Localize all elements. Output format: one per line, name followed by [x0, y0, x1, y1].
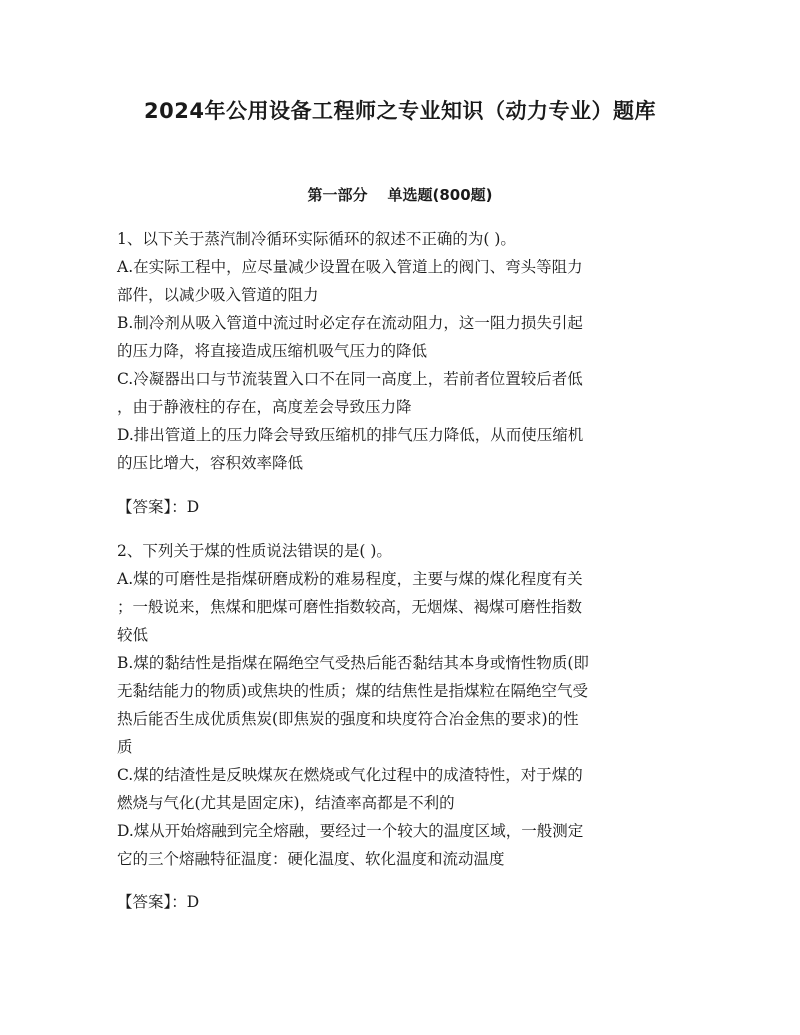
question-stem: 2、下列关于煤的性质说法错误的是( )。 [117, 542, 392, 560]
option-line: 部件，以减少吸入管道的阻力 [117, 286, 319, 304]
question-stem: 1、以下关于蒸汽制冷循环实际循环的叙述不正确的为( )。 [117, 230, 516, 248]
option-line: 的压比增大，容积效率降低 [117, 454, 304, 472]
option-line: B.煤的黏结性是指煤在隔绝空气受热后能否黏结其本身或惰性物质(即 [117, 654, 589, 672]
option-line: 质 [117, 738, 133, 756]
option-line: C.煤的结渣性是反映煤灰在燃烧或气化过程中的成渣特性，对于煤的 [117, 766, 583, 784]
question-2 [117, 537, 677, 873]
option-line: 较低 [117, 626, 149, 644]
option-line: ，由于静液柱的存在，高度差会导致压力降 [117, 398, 412, 416]
option-line: 无黏结能力的物质)或焦块的性质；煤的结焦性是指煤粒在隔绝空气受 [117, 682, 589, 700]
option-line: A.在实际工程中，应尽量减少设置在吸入管道上的阀门、弯头等阻力 [117, 258, 583, 276]
option-line: 热后能否生成优质焦炭(即焦炭的强度和块度符合冶金焦的要求)的性 [117, 710, 579, 728]
option-line: 它的三个熔融特征温度：硬化温度、软化温度和流动温度 [117, 850, 505, 868]
option-line: D.煤从开始熔融到完全熔融，要经过一个较大的温度区域，一般测定 [117, 822, 584, 840]
option-line: C.冷凝器出口与节流装置入口不在同一高度上，若前者位置较后者低 [117, 370, 583, 388]
option-line: B.制冷剂从吸入管道中流过时必定存在流动阻力，这一阻力损失引起 [117, 314, 583, 332]
section-title [0, 183, 800, 207]
option-line: A.煤的可磨性是指煤研磨成粉的难易程度，主要与煤的煤化程度有关 [117, 570, 583, 588]
section-part-label: 第一部分 [307, 186, 368, 204]
question-1 [117, 225, 677, 477]
answer-2: 【答案】：D [117, 893, 200, 911]
option-line: D.排出管道上的压力降会导致压缩机的排气压力降低，从而使压缩机 [117, 426, 584, 444]
option-line: 的压力降，将直接造成压缩机吸气压力的降低 [117, 342, 428, 360]
answer-1: 【答案】：D [117, 498, 200, 516]
option-line: 燃烧与气化(尤其是固定床)，结渣率高都是不利的 [117, 794, 455, 812]
option-line: ；一般说来，焦煤和肥煤可磨性指数较高，无烟煤、褐煤可磨性指数 [117, 598, 583, 616]
section-type-label: 单选题(800题) [387, 186, 493, 204]
document-title: 2024年公用设备工程师之专业知识（动力专业）题库 [144, 99, 656, 123]
